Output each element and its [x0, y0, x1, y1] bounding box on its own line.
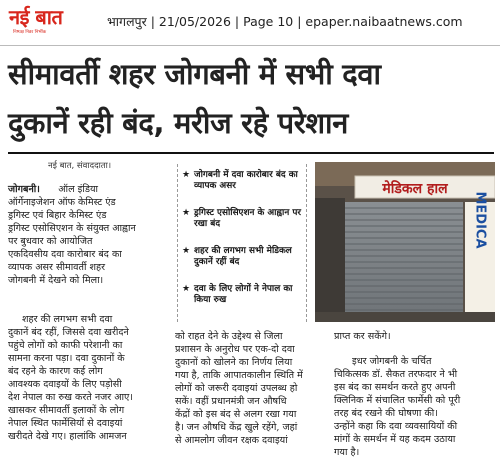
text-line: क्लिनिक में संचालित फार्मेसी को पूरी: [334, 395, 461, 406]
text-line: प्रशासन के अनुरोध पर एक-दो दवा: [175, 344, 295, 355]
text-line: से आमलोग जीवन रक्षक दवाइयां: [175, 435, 288, 446]
text-line: सकें। वहीं प्रधानमंत्री जन औषधि: [175, 396, 287, 407]
newspaper-logo: नई बात: [9, 5, 63, 29]
text-line: मांगों के समर्थन में यह कदम उठाया: [334, 434, 456, 445]
logo-tagline: निष्पक्ष निडर निर्भीक: [13, 30, 47, 35]
text-line: गया है।: [334, 447, 360, 458]
text-line: सामना करना पड़ा। दवा दुकानों के: [8, 353, 125, 364]
text-line: देश नेपाल का रुख करते नजर आए।: [8, 392, 133, 403]
text-line: इस बंद का समर्थन करते हुए अपनी: [334, 382, 456, 393]
highlight-item: ★ जोगबनी में दवा कारोबार बंद का व्यापक असर: [182, 170, 298, 192]
text-line: उन्होंने कहा कि दवा व्यवसायियों की: [334, 421, 458, 432]
signboard-text: मेडिकल हाल: [382, 181, 448, 197]
edition-info: भागलपुर | 21/05/2026 | Page 10 | epaper.naibaatnews.com: [107, 14, 463, 29]
text-line: दुकानों को खोलने का निर्णय लिया: [175, 357, 293, 368]
masthead: [0, 0, 500, 46]
header-divider: [0, 45, 500, 46]
text-line: खरीदते देखे गए। हालांकि आमजन: [8, 431, 127, 442]
article-column-3: [334, 355, 494, 459]
text-line: है। जन औषधि केंद्र खुले रहेंगे, जहां: [175, 422, 298, 433]
text-line: बंद रहने के कारण कई लोग: [8, 366, 103, 377]
star-bullet-icon: ★: [182, 284, 191, 294]
highlight-item: ★ ड्रगिस्ट एसोसिएशन के आह्वान पर रखा बंद: [182, 208, 302, 230]
text-line: पहुंचे लोगों को काफी परेशानी का: [8, 340, 123, 351]
text-line: तरह बंद रखने की घोषणा की।: [334, 408, 438, 419]
shop-photo: [315, 162, 495, 322]
text-line: पर बुधवार को आयोजित: [8, 236, 93, 247]
article-column-1-top: [8, 183, 165, 287]
byline: नई बात, संवाददाता।: [48, 161, 112, 171]
text-line: लोगों को जरूरी दवाइयां उपलब्ध हो: [175, 383, 298, 394]
star-bullet-icon: ★: [182, 170, 191, 180]
text-line: शहर की लगभग सभी दवा: [22, 314, 113, 325]
text-line: प्राप्त कर सकेंगे।: [334, 331, 391, 342]
text-line: ऑर्गेनाइजेशन ऑफ केमिस्ट एंड: [8, 197, 116, 208]
star-bullet-icon: ★: [182, 246, 191, 256]
text-line: आवश्यक दवाइयों के लिए पड़ोसी: [8, 379, 122, 390]
headline-divider: [8, 152, 494, 154]
text-line: ड्रगिस्ट एसोसिएशन के संयुक्त आह्वान: [8, 223, 136, 234]
text-line: दुकानें बंद रहीं, जिससे दवा खरीदने: [8, 327, 129, 338]
article-column-3-top: [334, 330, 494, 343]
text-line: व्यापक असर सीमावर्ती शहर: [8, 262, 106, 273]
highlight-item: ★ शहर की लगभग सभी मेडिकल दुकानें रहीं बंद: [182, 246, 292, 268]
headline-line-2: दुकानें रही बंद, मरीज रहे परेशान: [8, 106, 349, 140]
highlights-box: [177, 164, 307, 322]
side-sign-text: MEDICA: [472, 191, 488, 249]
dateline: जोगबनी।: [8, 184, 40, 195]
text-line: एकदिवसीय दवा कारोबार बंद का: [8, 249, 122, 260]
text-line: इधर जोगबनी के चर्चित: [352, 356, 432, 367]
highlight-item: ★ दवा के लिए लोगों ने नेपाल का किया रुख: [182, 284, 293, 306]
headline-line-1: सीमावर्ती शहर जोगबनी में सभी दवा: [8, 57, 381, 91]
text-line: गया है, ताकि आपातकालीन स्थिति में: [175, 370, 303, 381]
article-column-1-bottom: [8, 313, 165, 443]
text-line: ड्रगिस्ट एवं बिहार केमिस्ट एंड: [8, 210, 107, 221]
article-column-2: [175, 330, 330, 447]
article-headline: [8, 50, 494, 148]
text-line: नेपाल स्थित फार्मेसियों से दवाइयां: [8, 418, 123, 429]
text-line: को राहत देने के उद्देश्य से जिला: [175, 331, 283, 342]
text-line: खासकर सीमावर्ती इलाकों के लोग: [8, 405, 125, 416]
star-bullet-icon: ★: [182, 208, 191, 218]
text-line: केंद्रों को इस बंद से अलग रखा गया: [175, 409, 297, 420]
text-line: चिकित्सक डॉ. सैकत तरफदार ने भी: [334, 369, 458, 380]
text-line: जोगबनी में देखने को मिला।: [8, 275, 104, 286]
text-line: ऑल इंडिया: [58, 184, 98, 195]
